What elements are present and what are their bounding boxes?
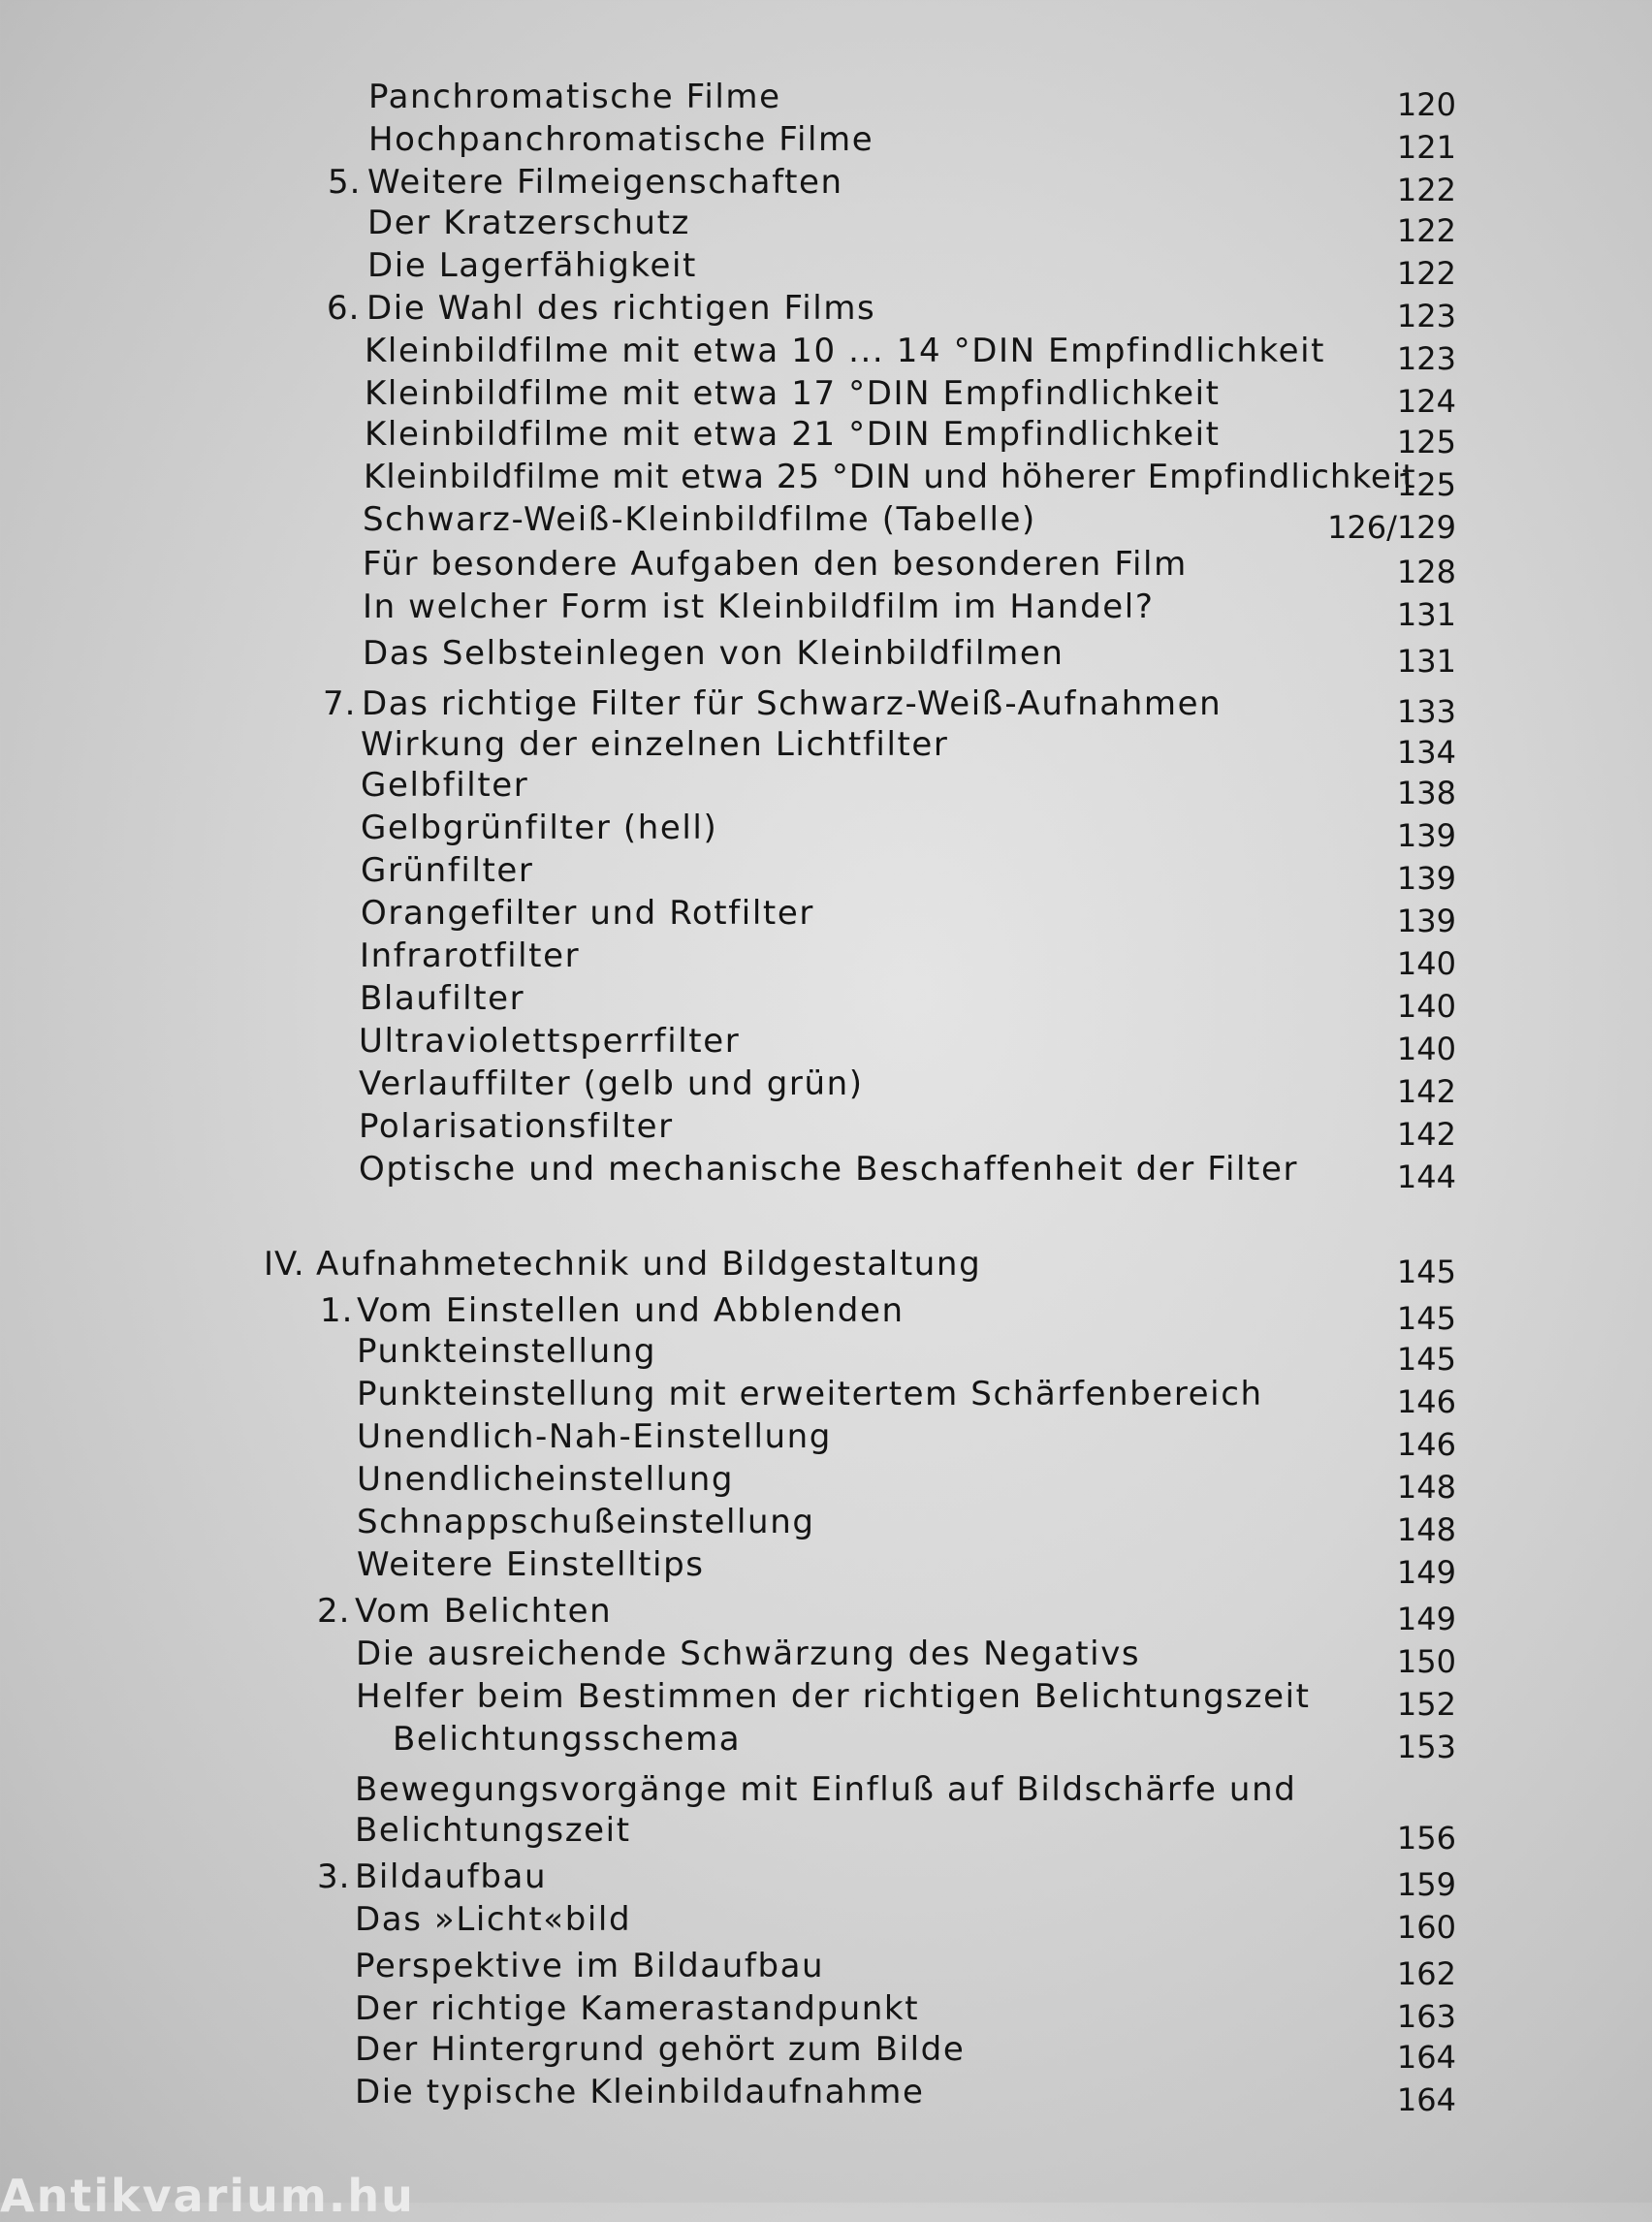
- page-number: 134: [1396, 734, 1456, 771]
- toc-entry: [0, 2071, 1652, 2118]
- toc-entry: [0, 244, 1652, 292]
- watermark: Antikvarium.hu: [0, 2170, 415, 2222]
- entry-title: Belichtungsschema: [393, 1720, 742, 1759]
- page-number: 148: [1396, 1469, 1456, 1506]
- entry-title: Aufnahmetechnik und Bildgestaltung: [316, 1245, 982, 1284]
- entry-title: Für besondere Aufgaben den besonderen Film: [363, 545, 1188, 584]
- page-number: 162: [1396, 1955, 1456, 1992]
- toc-entry: [0, 764, 1652, 811]
- toc-entry: [0, 892, 1652, 939]
- page-number: 131: [1396, 643, 1456, 680]
- section-number: 5.: [328, 163, 362, 202]
- toc-entry: [0, 1987, 1652, 2035]
- toc-entry: [0, 807, 1652, 854]
- entry-title: Das »Licht«bild: [355, 1900, 632, 1939]
- entry-title: Kleinbildfilme mit etwa 10 ... 14 °DIN Empfindlichkeit: [365, 332, 1326, 370]
- toc-entry: [0, 372, 1652, 420]
- toc-entry: [0, 1289, 1652, 1337]
- entry-title: Vom Einstellen und Abblenden: [357, 1291, 905, 1330]
- page-number: 142: [1396, 1073, 1456, 1110]
- chapter-number: IV.: [264, 1245, 305, 1284]
- toc-entry: [0, 1373, 1652, 1420]
- entry-title: Helfer beim Bestimmen der richtigen Belichtungszeit: [356, 1677, 1311, 1716]
- toc-entry: [0, 161, 1652, 208]
- toc-entry: [0, 1501, 1652, 1548]
- entry-title: Schnappschußeinstellung: [357, 1503, 815, 1541]
- section-number: 6.: [327, 289, 361, 328]
- page-number: 160: [1396, 1909, 1456, 1946]
- toc-entry: [0, 977, 1652, 1025]
- entry-title: Unendlicheinstellung: [357, 1460, 735, 1499]
- chapter-heading: [0, 1243, 1652, 1290]
- entry-title: Hochpanchromatische Filme: [368, 120, 874, 159]
- entry-title: In welcher Form ist Kleinbildfilm im Handel?: [363, 587, 1155, 626]
- toc-entry: [0, 330, 1652, 377]
- entry-title: Das richtige Filter für Schwarz-Weiß-Aufnahmen: [362, 684, 1223, 723]
- page-number: 152: [1396, 1686, 1456, 1723]
- entry-title: Orangefilter und Rotfilter: [361, 894, 814, 933]
- page-number: 142: [1396, 1116, 1456, 1153]
- page-number: 150: [1396, 1643, 1456, 1680]
- page-number: 145: [1396, 1300, 1456, 1337]
- section-number: 7.: [323, 684, 357, 723]
- toc-entry: [0, 723, 1652, 771]
- toc-entry: [0, 1675, 1652, 1723]
- page-number: 156: [1396, 1820, 1456, 1857]
- toc-entry: [0, 935, 1652, 982]
- page-number: 122: [1396, 255, 1456, 292]
- toc-entry: [0, 2028, 1652, 2076]
- entry-title: Weitere Filmeigenschaften: [367, 163, 843, 202]
- toc-entry: [0, 1020, 1652, 1067]
- entry-title: Panchromatische Filme: [368, 78, 781, 116]
- page-number: 145: [1396, 1254, 1456, 1290]
- toc-entry: [0, 1105, 1652, 1153]
- page-number: 128: [1396, 554, 1456, 590]
- page-number: 153: [1396, 1729, 1456, 1765]
- entry-title: Bewegungsvorgänge mit Einfluß auf Bildschärfe und: [355, 1770, 1297, 1809]
- page-number: 149: [1396, 1554, 1456, 1591]
- page-number: 131: [1396, 596, 1456, 633]
- entry-title: Der richtige Kamerastandpunkt: [355, 1989, 920, 2028]
- entry-title: Die Lagerfähigkeit: [367, 246, 697, 285]
- toc-entry: [0, 1148, 1652, 1195]
- entry-title: Blaufilter: [360, 979, 525, 1018]
- page-number: 140: [1396, 988, 1456, 1025]
- page-number: 148: [1396, 1511, 1456, 1548]
- entry-title: Weitere Einstelltips: [357, 1545, 705, 1584]
- page-number: 123: [1396, 340, 1456, 377]
- entry-title: Gelbfilter: [361, 766, 529, 805]
- entry-title: Bildaufbau: [355, 1857, 548, 1896]
- toc-entry: [0, 1063, 1652, 1110]
- section-number: 1.: [320, 1291, 354, 1330]
- entry-title: Optische und mechanische Beschaffenheit der Filter: [359, 1150, 1299, 1189]
- page-number: 126/129: [1327, 509, 1456, 546]
- entry-title: Kleinbildfilme mit etwa 25 °DIN und höherer Empfindlichkeit: [364, 458, 1416, 496]
- page-number: 139: [1396, 817, 1456, 854]
- toc-entry: [0, 1415, 1652, 1463]
- toc-entry: [0, 1856, 1652, 1903]
- toc-entry: [0, 118, 1652, 166]
- toc-entry: [0, 413, 1652, 460]
- entry-title: Der Hintergrund gehört zum Bilde: [355, 2030, 966, 2069]
- entry-title: Kleinbildfilme mit etwa 17 °DIN Empfindlichkeit: [365, 374, 1221, 413]
- toc-entry: [0, 1945, 1652, 1992]
- page-number: 120: [1396, 86, 1456, 123]
- page-number: 139: [1396, 903, 1456, 939]
- toc-entry: [0, 1590, 1652, 1637]
- entry-title: Ultraviolettsperrfilter: [359, 1022, 741, 1061]
- toc-entry: [0, 682, 1652, 730]
- toc-entry: [0, 849, 1652, 897]
- entry-title: Schwarz-Weiß-Kleinbildfilme (Tabelle): [363, 500, 1036, 539]
- entry-title: Die typische Kleinbildaufnahme: [355, 2073, 925, 2111]
- toc-entry: [0, 202, 1652, 249]
- page-number: 146: [1396, 1383, 1456, 1420]
- page-number: 163: [1396, 1998, 1456, 2035]
- toc-entry: [0, 287, 1652, 334]
- entry-title: Punkteinstellung mit erweitertem Schärfenbereich: [357, 1375, 1263, 1413]
- entry-title: Unendlich-Nah-Einstellung: [357, 1417, 832, 1456]
- toc-entry: [0, 1898, 1652, 1946]
- toc-entry: [0, 456, 1652, 503]
- page-number: 164: [1396, 2039, 1456, 2076]
- page-number: 149: [1396, 1601, 1456, 1637]
- entry-title: Die ausreichende Schwärzung des Negativs: [356, 1635, 1141, 1673]
- entry-title: Verlauffilter (gelb und grün): [359, 1064, 864, 1103]
- page-number: 146: [1396, 1426, 1456, 1463]
- toc-entry: [0, 1633, 1652, 1680]
- entry-title: Vom Belichten: [355, 1592, 613, 1631]
- page-number: 159: [1396, 1866, 1456, 1903]
- entry-title: Perspektive im Bildaufbau: [355, 1947, 825, 1985]
- toc-entry: [0, 1809, 1652, 1857]
- toc-entry: [0, 543, 1652, 590]
- toc-entry: [0, 498, 1652, 546]
- page-number: 138: [1396, 775, 1456, 811]
- entry-title: Die Wahl des richtigen Films: [366, 289, 876, 328]
- toc-entry: [0, 1330, 1652, 1378]
- toc-entry: [0, 586, 1652, 633]
- toc-entry: [0, 1718, 1652, 1765]
- page-number: 133: [1396, 693, 1456, 730]
- toc-entry: [0, 76, 1652, 123]
- section-number: 3.: [317, 1857, 351, 1896]
- page-number: 139: [1396, 860, 1456, 897]
- toc-entry: [0, 1543, 1652, 1591]
- page-number: 123: [1396, 298, 1456, 334]
- entry-title: Punkteinstellung: [357, 1332, 657, 1371]
- page-number: 121: [1396, 129, 1456, 166]
- page-number: 124: [1396, 383, 1456, 420]
- toc-entry: [0, 1458, 1652, 1506]
- page-number: 122: [1396, 212, 1456, 249]
- page-number: 145: [1396, 1341, 1456, 1378]
- section-number: 2.: [317, 1592, 351, 1631]
- entry-title: Infrarotfilter: [360, 936, 581, 975]
- entry-title: Polarisationsfilter: [359, 1107, 674, 1146]
- entry-title: Gelbgrünfilter (hell): [361, 809, 718, 847]
- page-number: 140: [1396, 1031, 1456, 1067]
- toc-entry: [0, 1768, 1652, 1811]
- entry-title: Der Kratzerschutz: [367, 204, 690, 242]
- page-number: 125: [1396, 466, 1456, 503]
- entry-title: Kleinbildfilme mit etwa 21 °DIN Empfindlichkeit: [365, 415, 1221, 454]
- entry-title: Wirkung der einzelnen Lichtfilter: [361, 725, 949, 764]
- page-number: 122: [1396, 172, 1456, 208]
- page-number: 140: [1396, 945, 1456, 982]
- page-number: 164: [1396, 2081, 1456, 2118]
- entry-title: Belichtungszeit: [355, 1811, 631, 1850]
- toc-entry: [0, 632, 1652, 680]
- entry-title: Das Selbsteinlegen von Kleinbildfilmen: [363, 634, 1064, 673]
- page-number: 144: [1396, 1159, 1456, 1195]
- entry-title: Grünfilter: [361, 851, 534, 890]
- page-number: 125: [1396, 424, 1456, 460]
